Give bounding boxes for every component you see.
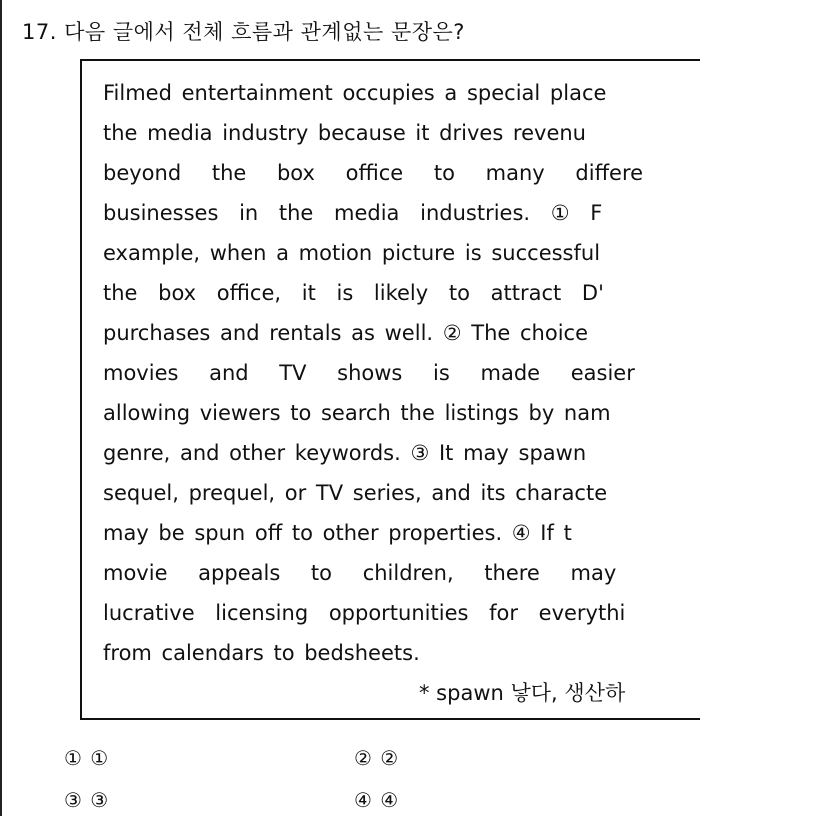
answer-option-1[interactable] bbox=[64, 746, 109, 770]
passage-line: movie appeals to children, there may bbox=[103, 561, 617, 585]
option-text: ③ bbox=[90, 788, 110, 812]
passage-line: example, when a motion picture is successful bbox=[103, 241, 601, 265]
passage-line: sequel, prequel, or TV series, and its characte bbox=[103, 481, 608, 505]
passage-line: movies and TV shows is made easier bbox=[103, 361, 635, 385]
passage-line: businesses in the media industries. ① F bbox=[103, 201, 603, 225]
question-title: 17. 다음 글에서 전체 흐름과 관계없는 문장은? bbox=[22, 20, 465, 44]
option-number: ① bbox=[64, 746, 83, 770]
option-number: ④ bbox=[354, 788, 373, 812]
passage-line: lucrative licensing opportunities for everythi bbox=[103, 601, 626, 625]
left-margin-rule bbox=[0, 0, 2, 816]
passage-line: allowing viewers to search the listings by nam bbox=[103, 401, 611, 425]
option-text: ① bbox=[90, 746, 110, 770]
option-number: ③ bbox=[64, 788, 83, 812]
passage-line: the media industry because it drives revenu bbox=[103, 121, 586, 145]
passage-line: from calendars to bedsheets. bbox=[103, 641, 420, 665]
option-number: ② bbox=[354, 746, 373, 770]
answer-option-4[interactable] bbox=[354, 788, 399, 812]
passage-line: the box office, it is likely to attract D' bbox=[103, 281, 604, 305]
passage-line: purchases and rentals as well. ② The choice bbox=[103, 321, 588, 345]
passage-line: Filmed entertainment occupies a special place bbox=[103, 81, 607, 105]
answer-option-2[interactable] bbox=[354, 746, 399, 770]
passage-line: genre, and other keywords. ③ It may spawn bbox=[103, 441, 587, 465]
option-text: ④ bbox=[380, 788, 400, 812]
answer-option-3[interactable] bbox=[64, 788, 109, 812]
passage-text bbox=[103, 73, 676, 713]
passage-footnote: * spawn 낳다, 생산하 bbox=[419, 681, 626, 705]
option-text: ② bbox=[380, 746, 400, 770]
passage-line: may be spun off to other properties. ④ If t bbox=[103, 521, 572, 545]
passage-box bbox=[80, 59, 700, 720]
passage-line: beyond the box office to many differe bbox=[103, 161, 644, 185]
